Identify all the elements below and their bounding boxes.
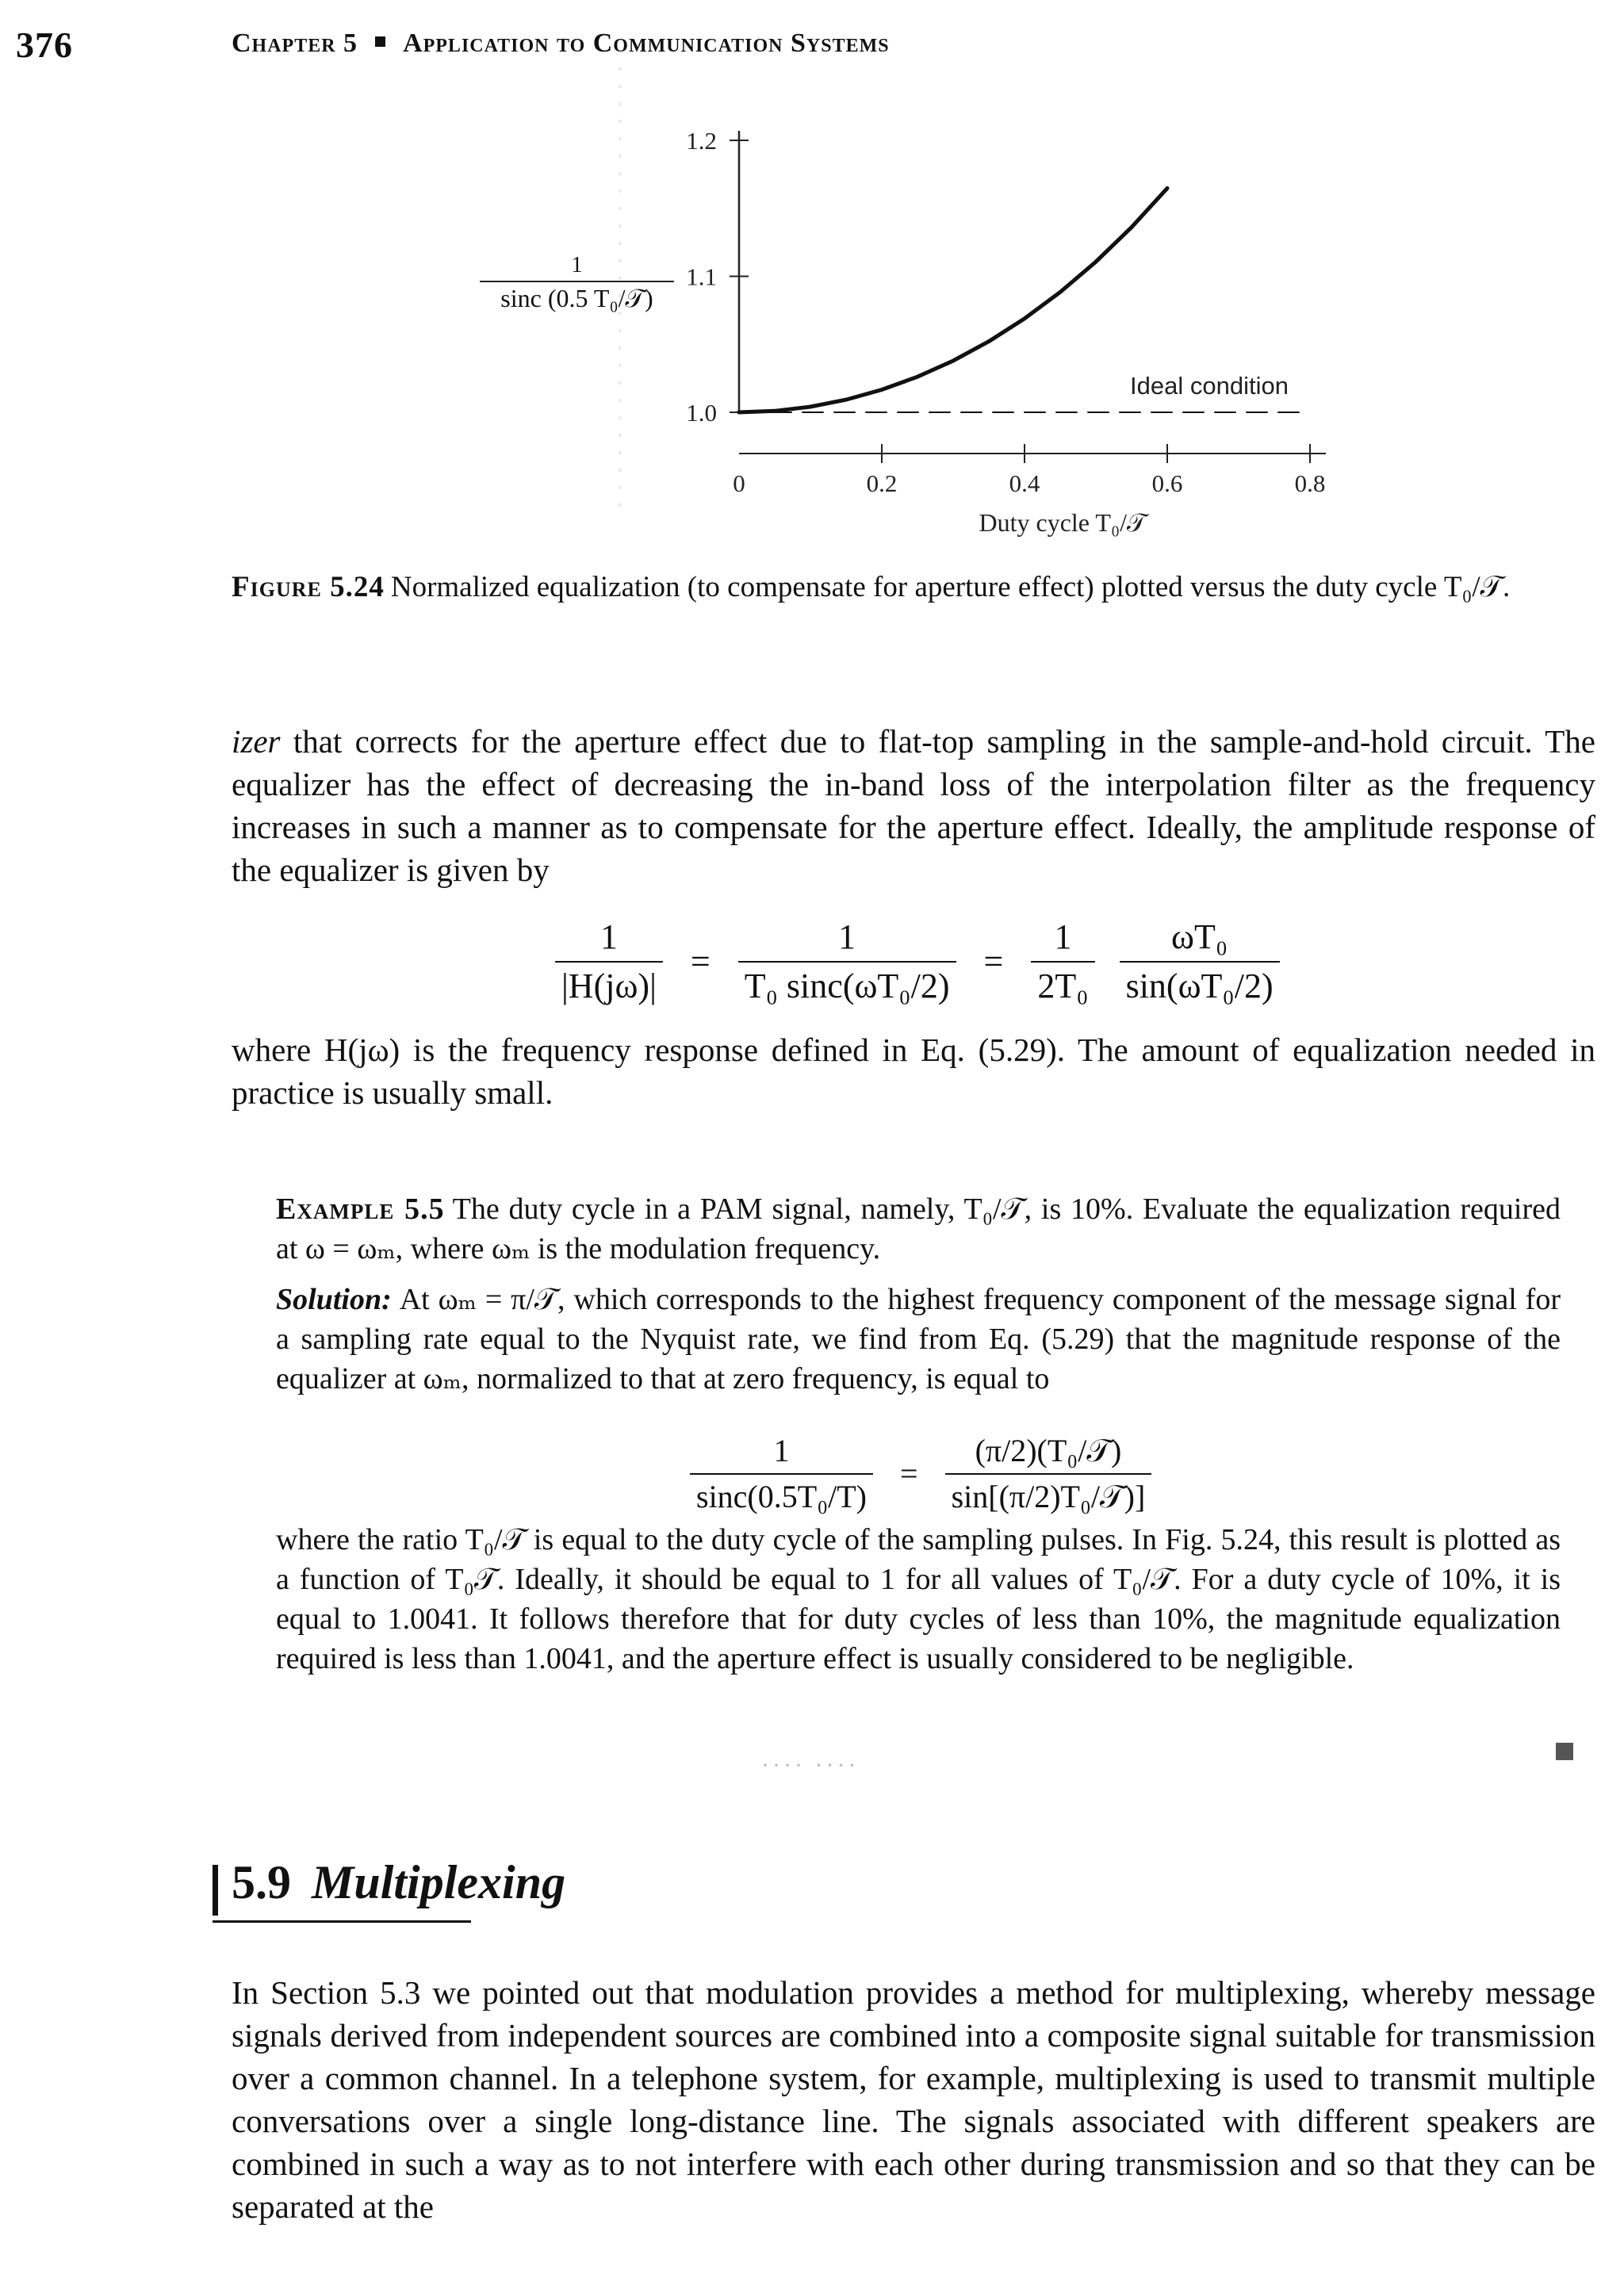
solution-text: At ωₘ = π/𝒯, which corresponds to the highest frequency component of the message signal for a sampling rate equal to the Nyquist rate, we find from Eq. (5.29) that the magnitude response of the equalizer at ωₘ, normalized to that at zero frequency, is equal to — [276, 1283, 1561, 1395]
paragraph: where H(jω) is the frequency response defined in Eq. (5.29). The amount of equalization needed in practice is usually small. — [232, 1032, 1595, 1111]
figure-chart — [444, 95, 1396, 571]
fraction — [1031, 917, 1094, 1005]
ideal-condition-annotation: Ideal condition — [1130, 372, 1289, 400]
paragraph-text: that corrects for the aperture effect due to flat-top sampling in the sample-and-hold circuit. The equalizer has the effect of decreasing the in-band loss of the interpolation filter as the frequency increases in such a manner as to compensate for the aperture effect. Ideally, the amplitude response of the equalizer is given by — [232, 723, 1595, 888]
x-axis-label: Duty cycle T₀/𝒯 — [979, 508, 1147, 537]
y-tick-label: 1.1 — [686, 262, 717, 291]
figure-caption — [232, 568, 1595, 607]
section-title: Multiplexing — [312, 1856, 566, 1908]
equals-sign: = — [690, 942, 710, 981]
numerator: 1 — [690, 1435, 873, 1475]
y-axis-label-numerator: 1 — [480, 252, 674, 282]
numerator: 1 — [1031, 920, 1094, 963]
section-heading — [232, 1855, 565, 1910]
x-tick-label: 0.8 — [1294, 469, 1326, 497]
bullet-square-icon — [375, 36, 385, 47]
paragraph: In Section 5.3 we pointed out that modulation provides a method for multiplexing, whereby message signals derived from independent sources are combined into a composite signal suitable for transmission over a common channel. In a telephone system, for example, multiplexing is used to transmit multiple conversations over a single long-distance line. The signals associated with different speakers are combined in such a way as to not interfere with each other during transmission and so that they can be separated at the — [232, 1974, 1595, 2225]
numerator: 1 — [555, 920, 663, 963]
y-tick-label: 1.2 — [686, 127, 717, 155]
chapter-title: Application to Communication Systems — [403, 29, 890, 58]
example-result-text: where the ratio T₀/𝒯 is equal to the duty cycle of the sampling pulses. In Fig. 5.24, this result is plotted as a function of T₀𝒯. Ideally, it should be equal to 1 for all values of T₀/𝒯. For a duty cycle of 10%, it is equal to 1.0041. It follows therefore that for duty cycles of less than 10%, the magnitude equalization required is less than 1.0041, and the aperture effect is usually considered to be negligible. — [276, 1523, 1561, 1675]
y-tick-label: 1.0 — [686, 399, 717, 427]
numerator: ωT₀ — [1120, 920, 1280, 963]
equals-sign: = — [900, 1456, 918, 1491]
chart-svg — [444, 95, 1396, 571]
equation-amplitude-response — [547, 917, 1288, 1005]
y-axis-label-denominator: sinc (0.5 T₀/𝒯) — [500, 284, 653, 312]
x-tick-label: 0.4 — [1009, 469, 1040, 497]
scan-smudge: ···· ···· — [761, 1752, 860, 1778]
fraction — [690, 1435, 873, 1513]
numerator: (π/2)(T₀/𝒯) — [945, 1435, 1152, 1475]
numerator: 1 — [738, 920, 956, 963]
page-number: 376 — [16, 25, 73, 65]
denominator: sinc(0.5T₀/T) — [696, 1479, 867, 1514]
equation-equalization — [682, 1435, 1159, 1513]
fraction — [738, 917, 956, 1005]
paragraph — [232, 720, 1595, 891]
end-of-example-square-icon — [1556, 1743, 1573, 1760]
equalization-curve — [739, 188, 1167, 412]
section-underline — [213, 1920, 471, 1923]
fraction — [945, 1435, 1152, 1513]
example-text: The duty cycle in a PAM signal, namely, T₀/𝒯, is 10%. Evaluate the equalization required at ω = ωₘ, where ωₘ is the modulation frequency. — [276, 1192, 1561, 1265]
denominator: T₀ sinc(ωT₀/2) — [744, 967, 950, 1005]
section-marker-bar — [213, 1865, 218, 1916]
equals-sign: = — [983, 942, 1004, 981]
x-tick-label: 0.2 — [866, 469, 898, 497]
fraction — [1120, 917, 1280, 1005]
example-label: Example 5.5 — [276, 1192, 445, 1226]
paragraph-lead-word: izer — [232, 723, 281, 760]
figure-number: Figure 5.24 — [232, 571, 385, 603]
denominator: sin(ωT₀/2) — [1125, 967, 1274, 1005]
section-number: 5.9 — [232, 1856, 291, 1908]
solution-label: Solution: — [276, 1283, 392, 1316]
denominator: 2T₀ — [1037, 967, 1089, 1005]
x-tick-label: 0 — [733, 469, 745, 497]
denominator: sin[(π/2)T₀/𝒯)] — [951, 1479, 1146, 1514]
figure-caption-text: Normalized equalization (to compensate for aperture effect) plotted versus the duty cycle T₀/𝒯. — [390, 571, 1511, 603]
fraction — [555, 917, 663, 1005]
example-block — [276, 1189, 1561, 1399]
running-head — [232, 29, 890, 59]
y-axis-label — [480, 252, 674, 312]
example-statement — [276, 1189, 1561, 1269]
denominator: |H(jω)| — [561, 967, 657, 1005]
chapter-label: Chapter 5 — [232, 29, 358, 58]
example-solution — [276, 1280, 1561, 1399]
x-tick-label: 0.6 — [1151, 469, 1183, 497]
